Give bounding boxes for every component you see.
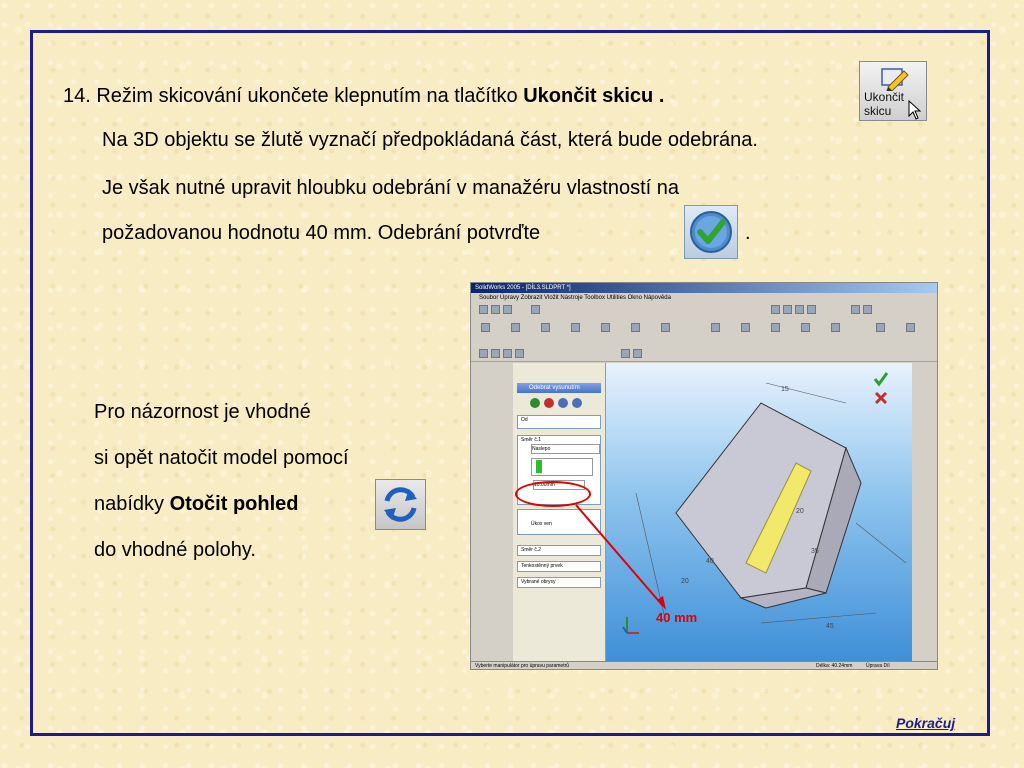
draft-group [517,509,601,535]
thin-label: Tenkostěnný prvek [521,563,563,569]
undo-icon[interactable] [531,305,540,314]
plane-icon[interactable] [741,323,750,332]
confirm-corner[interactable] [871,369,891,409]
face-selection[interactable] [531,458,593,476]
from-group[interactable] [517,415,601,429]
display-icon[interactable] [863,305,872,314]
svg-text:35: 35 [811,548,819,555]
pm-cancel-icon [544,398,554,408]
fillet-icon[interactable] [631,323,640,332]
rotate-view-button[interactable] [375,479,426,530]
thin-feature-group[interactable] [517,561,601,572]
svg-text:40: 40 [706,558,714,565]
sw-right-toolbar [912,363,937,661]
callout-label: 40 mm [656,610,698,625]
step-line-4-prefix: požadovanou hodnotu 40 mm. Odebrání potvrďte [102,222,541,244]
axis-triad-icon [621,613,641,637]
step-line-1: 14. Režim skicování ukončete klepnutím na tlačítko Ukončit skicu . [63,85,665,107]
loft-icon[interactable] [571,323,580,332]
svg-text:20: 20 [681,578,689,585]
step-line-4-suffix: . [745,222,751,244]
open-icon[interactable] [491,305,500,314]
svg-text:45: 45 [826,623,834,630]
save-icon[interactable] [503,305,512,314]
zoom-area-icon[interactable] [783,305,792,314]
part-model [606,363,912,661]
sw-sketch-toolbar [471,347,937,362]
rect-icon[interactable] [503,349,512,358]
svg-text:20: 20 [796,508,804,515]
appearance-icon[interactable] [633,349,642,358]
shell-icon[interactable] [906,323,915,332]
note-line-2: si opět natočit model pomocí [94,447,349,469]
rotate-icon[interactable] [807,305,816,314]
sketch-icon[interactable] [479,349,488,358]
step-line-3: Je však nutné upravit hloubku odebrání v manažéru vlastností na [102,177,680,199]
dir1-label: Směr č.1 [521,437,542,443]
note-line-1: Pro názornost je vhodné [94,401,311,423]
status-mode: Úprava Díl [866,663,890,669]
step-line-2: Na 3D objektu se žlutě vyznačí předpokládaná část, která bude odebrána. [102,129,758,151]
new-icon[interactable] [479,305,488,314]
pattern-icon[interactable] [876,323,885,332]
pm-buttons [529,397,589,409]
note-line-3: nabídky Otočit pohled [94,493,299,515]
end-sketch-button[interactable] [859,61,927,121]
depth-input[interactable]: 10.00mm [533,480,585,490]
point-icon[interactable] [801,323,810,332]
property-manager [513,363,606,661]
from-label: Od [521,417,528,423]
zoom-icon[interactable] [771,305,780,314]
continue-link[interactable]: Pokračuj [896,715,956,731]
circle-icon[interactable] [515,349,524,358]
smart-dim-icon[interactable] [711,323,720,332]
sw-left-toolbar [471,363,511,661]
contours-group[interactable] [517,577,601,588]
revolve-icon[interactable] [511,323,520,332]
sw-features-toolbar [471,317,937,348]
rotate-view-icon [375,479,426,530]
chamfer-icon[interactable] [661,323,670,332]
view-icon[interactable] [851,305,860,314]
end-sketch-label: Ukončit skicu [864,90,905,118]
note-line-4: do vhodné polohy. [94,539,256,561]
sweep-icon[interactable] [541,323,550,332]
draft-label: Úkos ven [531,521,552,527]
status-length: Délka: 40.24mm [816,663,853,669]
green-check-icon [684,205,738,259]
confirm-ok-button[interactable] [684,205,738,259]
contours-label: Vybrané obrysy [521,579,556,585]
axis-icon[interactable] [771,323,780,332]
mirror-icon[interactable] [831,323,840,332]
mouse-cursor-icon [908,100,922,120]
cut-icon[interactable] [601,323,610,332]
graphics-viewport[interactable] [606,363,912,661]
sw-menu-bar: Soubor Úpravy Zobrazit Vložit Nástroje Toolbox Utilities Okno Nápověda [479,295,671,301]
pencil-sketch-icon [880,65,910,91]
end-condition-select[interactable]: Naslepo [531,444,600,454]
pm-help-icon [572,398,582,408]
solidworks-screenshot [470,282,938,670]
pan-icon[interactable] [795,305,804,314]
feature-title: Odebrat vysunutím [517,383,601,393]
sw-standard-toolbar [471,303,937,318]
depth-highlight-circle [515,481,591,507]
status-text: Vyberte manipulátor pro úpravu parametrů [475,663,570,669]
extrude-icon[interactable] [481,323,490,332]
section-icon[interactable] [621,349,630,358]
pm-ok-icon [530,398,540,408]
direction2-group[interactable] [517,545,601,556]
svg-text:15: 15 [781,386,789,393]
pm-preview-icon [558,398,568,408]
line-icon[interactable] [491,349,500,358]
sw-status-bar [471,661,937,669]
sw-title-bar: SolidWorks 2005 - [DÍL3.SLDPRT *] [471,283,937,293]
dir2-label: Směr č.2 [521,547,542,553]
